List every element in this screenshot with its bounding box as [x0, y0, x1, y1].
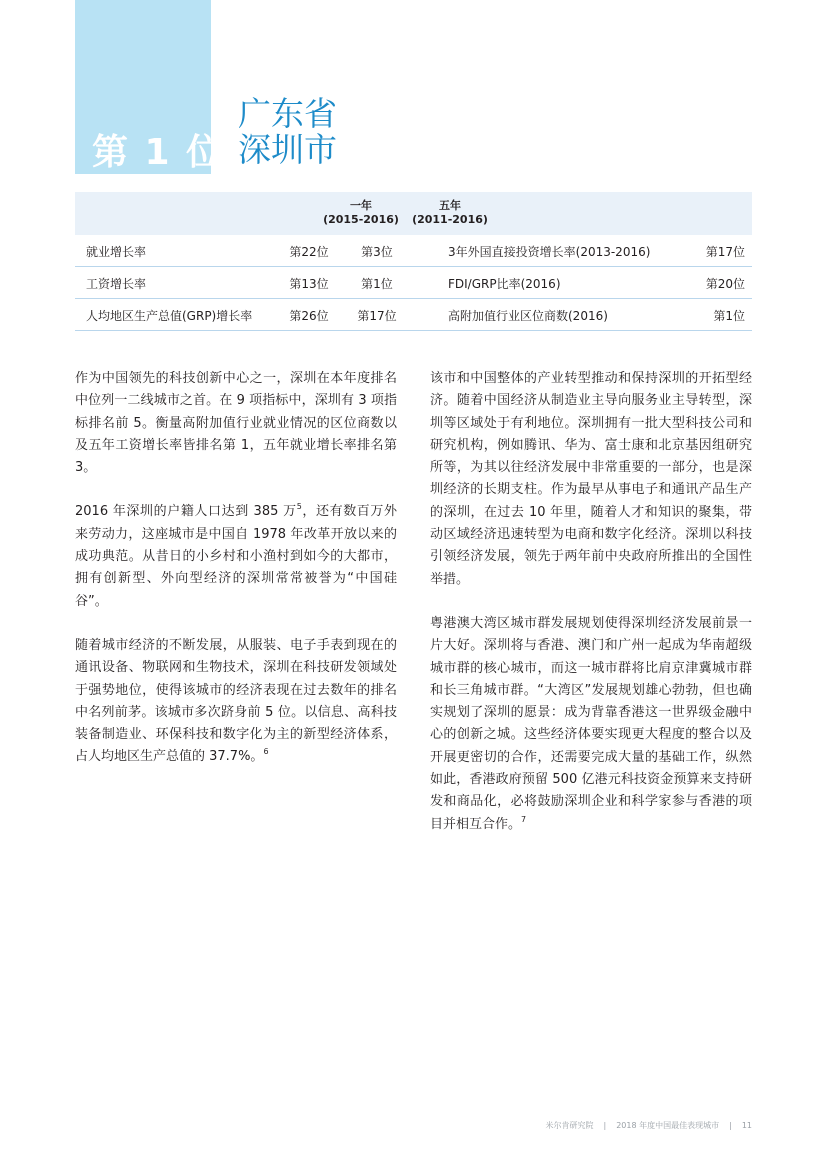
one-year-column-header: 一年 (2015-2016)	[323, 199, 399, 226]
page-number: 11	[741, 1121, 752, 1130]
table-row	[75, 267, 752, 299]
metric-label-secondary: 高附加值行业区位商数(2016)	[448, 309, 608, 323]
footnote-ref: 6	[263, 747, 269, 757]
one-year-rank: 第26位	[289, 309, 329, 323]
metric-label: 工资增长率	[86, 277, 147, 291]
metrics-table	[75, 192, 752, 331]
paragraph: 2016 年深圳的户籍人口达到 385 万$^5$，还有数百万外来劳动力，这座城市是中国自 1978 年改革开放以来的成功典范。从昔日的小乡村和小渔村到如今的大都市，拥有创新型、外向型经济的深圳常常被誉为“中国硅谷”。	[75, 502, 397, 609]
one-year-rank: 第13位	[289, 277, 329, 291]
metric-label: 人均地区生产总值(GRP)增长率	[86, 309, 253, 323]
five-year-rank: 第1位	[361, 277, 393, 291]
table-row	[75, 235, 752, 267]
five-year-rank: 第17位	[357, 309, 397, 323]
metric-rank-secondary: 第1位	[713, 309, 745, 323]
one-year-rank: 第22位	[289, 245, 329, 259]
five-year-rank: 第3位	[361, 245, 393, 259]
paragraph: 粤港澳大湾区城市群发展规划使得深圳经济发展前景一片大好。深圳将与香港、澳门和广州一起成为华南超级城市群的核心城市，而这一城市群将比肩京津冀城市群和长三角城市群。“大湾区”发展规划雄心勃勃，但也确实规划了深圳的愿景：成为背靠香港这一世界级金融中心的创新之城。这些经济体要实现更大程度的整合以及开展更密切的合作，还需要完成大量的基础工作，纵然如此，香港政府预留 500 亿港元科技资金预算来支持研发和商品化，必将鼓励深圳企业和科学家参与香港的项目并相互合作。$^7$	[430, 615, 752, 832]
footer-report: 2018 年度中国最佳表现城市	[616, 1121, 720, 1130]
page-footer: 米尔肯研究院 | 2018 年度中国最佳表现城市 | 11	[545, 1121, 752, 1130]
body-column-left	[75, 368, 397, 791]
metric-label: 就业增长率	[86, 245, 147, 259]
body-column-right	[430, 368, 752, 858]
metric-label-secondary: 3年外国直接投资增长率(2013-2016)	[448, 245, 651, 259]
paragraph: 该市和中国整体的产业转型推动和保持深圳的开拓型经济。随着中国经济从制造业主导向服务业主导转型，深圳等区域处于有利地位。深圳拥有一批大型科技公司和研究机构，例如腾讯、华为、富士康和北京基因组研究所等，为其以往经济发展中非常重要的一部分，也是深圳经济的长期支柱。作为最早从事电子和通讯产品生产的深圳，在过去 10 年里，随着人才和知识的聚集，带动区域经济迅速转型为电商和数字化经济。深圳以科技引领经济发展，领先于两年前中央政府所推出的全国性举措。	[430, 371, 752, 587]
footnote-ref: 5	[296, 502, 302, 512]
city-title	[238, 96, 337, 168]
metric-rank-secondary: 第17位	[705, 245, 745, 259]
paragraph: 作为中国领先的科技创新中心之一，深圳在本年度排名中位列一二线城市之首。在 9 项指标中，深圳有 3 项指标排名前 5。衡量高附加值行业就业情况的区位商数以及五年工资增长率皆排名第 1，五年就业增长率排名第 3。	[75, 371, 397, 476]
metric-label-secondary: FDI/GRP比率(2016)	[448, 277, 561, 291]
footnote-ref: 7	[521, 814, 527, 824]
province-name: 广东省	[238, 94, 337, 133]
metrics-header	[75, 192, 752, 235]
metric-rank-secondary: 第20位	[705, 277, 745, 291]
footer-org: 米尔肯研究院	[545, 1121, 594, 1130]
rank-label: 第 1 位	[92, 132, 225, 173]
city-name: 深圳市	[238, 130, 337, 169]
paragraph: 随着城市经济的不断发展，从服装、电子手表到现在的通讯设备、物联网和生物技术，深圳在科技研发领域处于强势地位，使得该城市的经济表现在过去数年的排名中名列前茅。该城市多次跻身前 5 位。以信息、高科技装备制造业、环保科技和数字化为主的新型经济体系，占人均地区生产总值的 37.7%。$^6$	[75, 637, 397, 765]
table-row	[75, 299, 752, 331]
five-year-column-header: 五年 (2011-2016)	[412, 199, 488, 226]
